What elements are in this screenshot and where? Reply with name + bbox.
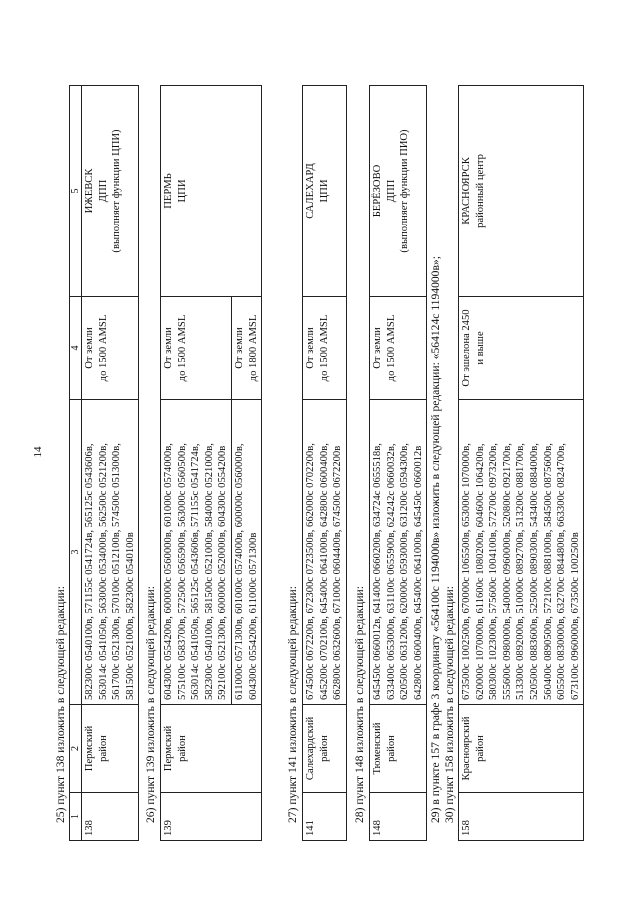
- table-item-139: [160, 85, 262, 841]
- unit-note: (выполняет функции ПИО): [399, 129, 411, 253]
- unit-type: ДПП: [385, 179, 397, 203]
- coord-line: 592100с 0521300в, 600000с 0520000в, 604300с 0554200в: [217, 445, 229, 700]
- coordinates-cell: [370, 400, 427, 705]
- header-col-5: 5: [70, 86, 82, 297]
- table-item-141: [302, 85, 347, 841]
- table-row: [459, 86, 584, 841]
- item-heading: 25) пункт 138 изложить в следующей редакции:: [54, 586, 67, 823]
- coord-line: 620000с 1070000в, 611600с 1080200в, 604600с 1064200в,: [474, 443, 486, 700]
- header-col-1: 1: [70, 793, 82, 841]
- coord-line: 604300с 0554200в, 600000с 0560000в, 601000с 0574000в,: [163, 443, 174, 700]
- district-type: район: [97, 735, 109, 762]
- coord-line: 575100с 0583700в, 572500с 0565900в, 563000с 0560500в,: [176, 443, 188, 700]
- coord-line: 645450с 0660012в, 641400с 0660200в, 634724с 0655518в,: [372, 443, 383, 700]
- district-cell: [161, 705, 262, 793]
- table-item-158: [458, 85, 584, 841]
- unit-note: (выполняет функции ЦПИ): [111, 129, 123, 253]
- unit-type: районный центр: [474, 154, 486, 228]
- item-heading: 26) пункт 139 изложить в следующей редакции:: [144, 586, 157, 823]
- coord-line: 555600с 0980000в, 540000с 0960000в, 520800с 0921700в,: [501, 443, 513, 700]
- item-heading: 28) пункт 148 изложить в следующей редакции:: [353, 586, 366, 823]
- unit-cell: [161, 86, 262, 297]
- coordinates-cell: [303, 400, 347, 705]
- item-number: 148: [370, 793, 427, 841]
- altitude-to: до 1500 AMSL: [97, 314, 109, 382]
- district-cell: [459, 705, 584, 793]
- altitude-cell: [303, 297, 347, 400]
- district-name: Пермский: [84, 725, 95, 772]
- coord-line: 662800с 0632600в, 671000с 0604400в, 674500с 0672200в: [332, 445, 344, 700]
- altitude-from: От земли: [163, 327, 174, 369]
- altitude-cell: [231, 297, 261, 400]
- coord-line: 620500с 0631200в, 620000с 0593000в, 631200с 0594300в,: [399, 443, 411, 700]
- coord-line: 563014с 0541050в, 565125с 0543606в, 571155с 0541724в,: [190, 443, 202, 700]
- altitude-cell: [370, 297, 427, 400]
- item-number: 158: [459, 793, 584, 841]
- unit-name: САЛЕХАРД: [305, 163, 316, 219]
- table-header-row: [70, 86, 82, 841]
- coord-line: 673100с 0960000в, 673500с 1002500в: [569, 532, 581, 700]
- unit-cell: [303, 86, 347, 297]
- coordinates-cell: [459, 400, 584, 705]
- altitude-to: до 1500 AMSL: [176, 314, 188, 382]
- coord-line: 580300с 1023000в, 575600с 1004100в, 572700с 0973200в,: [488, 443, 500, 700]
- coordinates-cell: [231, 400, 261, 705]
- coord-line: 582300с 0540100в, 581500с 0521000в, 584000с 0521000в,: [203, 443, 215, 700]
- table-item-148: [369, 85, 427, 841]
- coord-line: 560400с 0890500в, 572100с 0881000в, 584500с 0875600в,: [542, 443, 554, 700]
- altitude-to: до 1800 AMSL: [247, 314, 259, 382]
- district-type: район: [318, 735, 330, 762]
- coord-line: 674500с 0672200в, 672300с 0723500в, 662000с 0702200в,: [305, 443, 316, 700]
- coord-line: 633400с 0653000в, 631100с 0655900в, 624242с 0660032в,: [385, 443, 397, 700]
- unit-type: ЦПИ: [176, 179, 188, 203]
- unit-cell: [82, 86, 139, 297]
- altitude-from: От земли: [84, 327, 95, 369]
- altitude-to: до 1500 AMSL: [385, 314, 397, 382]
- altitude-from: От земли: [233, 327, 245, 369]
- coord-line: 604300с 0554200в, 611000с 0571300в: [247, 532, 259, 700]
- amendment-note-29: 29) в пункте 157 в графе 3 координату «564100с 1194000в» изложить в следующей редакции: «564124с 1194000в»;: [429, 256, 442, 823]
- coord-line: 642800с 0600400в, 645400с 0641000в, 645450с 0660012в: [412, 445, 424, 700]
- item-number: 139: [161, 793, 262, 841]
- table-row: [161, 86, 232, 841]
- unit-type: ЦПИ: [318, 179, 330, 203]
- coordinates-cell: [82, 400, 139, 705]
- altitude-from: От земли: [305, 327, 316, 369]
- table-row: [82, 86, 139, 841]
- header-col-2: 2: [70, 705, 82, 793]
- item-number: 141: [303, 793, 347, 841]
- coord-line: 561700с 0521300в, 570100с 0512100в, 574500с 0513000в,: [111, 443, 123, 700]
- item-heading: 27) пункт 141 изложить в следующей редакции:: [286, 586, 299, 823]
- coord-line: 611000с 0571300в, 601000с 0574000в, 600000с 0560000в,: [233, 443, 245, 700]
- coord-line: 513300с 0892000в, 510000с 0892700в, 513200с 0881700в,: [515, 443, 527, 700]
- page-number: 14: [32, 446, 44, 458]
- unit-name: ПЕРМЬ: [163, 173, 174, 209]
- unit-cell: [459, 86, 584, 297]
- table-item-138: [69, 85, 139, 841]
- header-col-4: 4: [70, 297, 82, 400]
- table-row: [303, 86, 347, 841]
- item-number: 138: [82, 793, 139, 841]
- altitude-cell: [82, 297, 139, 400]
- altitude-to: и выше: [474, 331, 486, 365]
- district-type: район: [176, 735, 188, 762]
- district-name: Пермский: [163, 725, 174, 772]
- altitude-from: От эшелона 2450: [461, 309, 472, 387]
- unit-name: ИЖЕВСК: [84, 168, 95, 214]
- altitude-from: От земли: [372, 327, 383, 369]
- unit-cell: [370, 86, 427, 297]
- district-name: Тюменский: [372, 722, 383, 775]
- unit-name: БЕРЁЗОВО: [372, 164, 383, 218]
- unit-name: КРАСНОЯРСК: [461, 157, 472, 225]
- district-name: Салехардский: [305, 716, 316, 781]
- table-row: [370, 86, 427, 841]
- item-heading: 30) пункт 158 изложить в следующей редакции:: [443, 586, 456, 823]
- coord-line: 582300с 0540100в, 571155с 0541724в, 565125с 0543606в,: [84, 443, 95, 700]
- district-cell: [370, 705, 427, 793]
- coord-line: 645200с 0702100в, 645400с 0641000в, 642800с 0600400в,: [318, 443, 330, 700]
- coord-line: 581500с 0521000в, 582300с 0540100в: [124, 532, 136, 700]
- district-type: район: [474, 735, 486, 762]
- district-name: Красноярский: [461, 716, 472, 781]
- district-cell: [82, 705, 139, 793]
- coord-line: 605500с 0830000в, 632700с 0844800в, 663300с 0824700в,: [556, 443, 568, 700]
- coord-line: 563014с 0541050в, 563000с 0534000в, 562500с 0521200в,: [97, 443, 109, 700]
- coordinates-cell: [161, 400, 232, 705]
- altitude-to: до 1500 AMSL: [318, 314, 330, 382]
- header-col-3: 3: [70, 400, 82, 705]
- altitude-cell: [161, 297, 232, 400]
- district-cell: [303, 705, 347, 793]
- altitude-cell: [459, 297, 584, 400]
- coord-line: 520500с 0883600в, 525000с 0890300в, 543400с 0884000в,: [528, 443, 540, 700]
- coord-line: 673500с 1002500в, 670000с 1065500в, 653000с 1070000в,: [461, 443, 472, 700]
- district-type: район: [385, 735, 397, 762]
- unit-type: ДПП: [97, 179, 109, 203]
